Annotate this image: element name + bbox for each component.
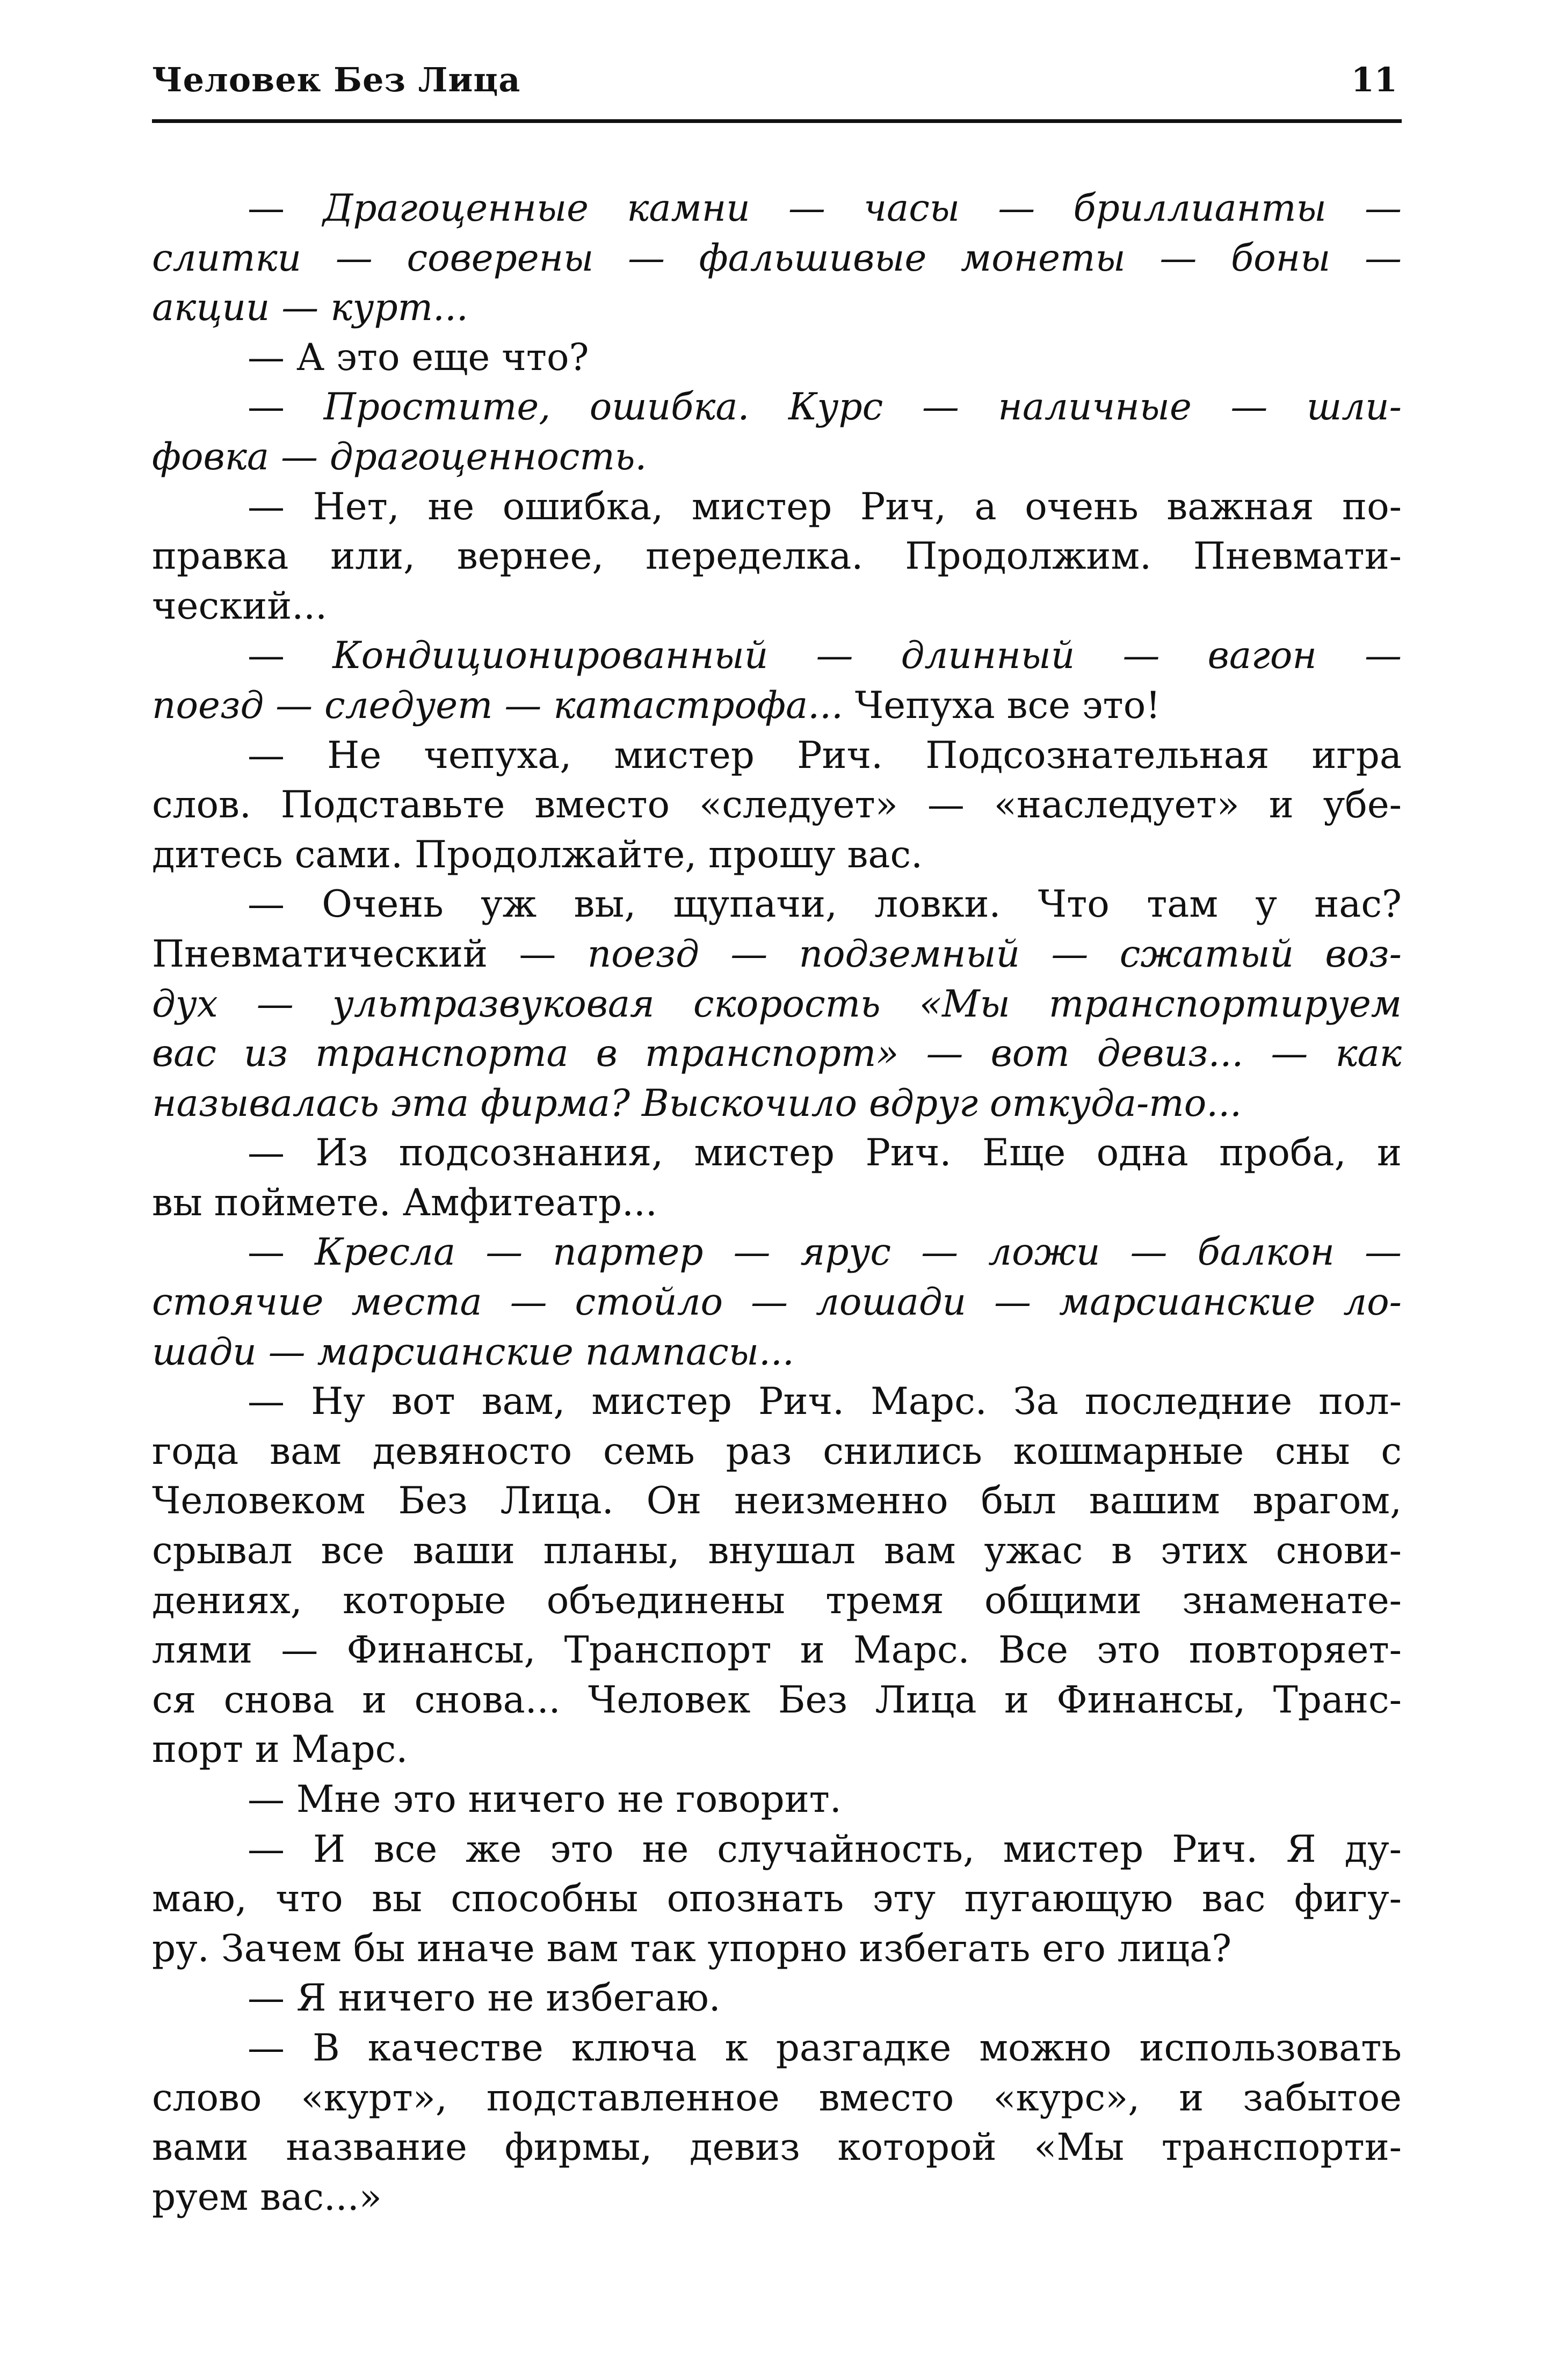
header-rule xyxy=(152,119,1402,123)
text-line xyxy=(152,1278,1402,1327)
italic-text: Драгоценные камни — часы — бриллианты — xyxy=(323,187,1402,230)
text-line xyxy=(152,631,1402,681)
italic-text: называлась эта фирма? Выскочило вдруг откуда-то... xyxy=(152,1082,1242,1125)
text-segment: — А это еще что? xyxy=(248,336,589,379)
italic-text: поезд — подземный — сжатый воз- xyxy=(587,932,1402,976)
text-segment: — xyxy=(248,1231,315,1274)
text-line xyxy=(152,1924,1402,1974)
text-line xyxy=(152,1526,1402,1576)
text-line xyxy=(152,780,1402,830)
text-line xyxy=(152,582,1402,632)
text-segment: вы поймете. Амфитеатр... xyxy=(152,1181,657,1224)
text-segment: дитесь сами. Продолжайте, прошу вас. xyxy=(152,833,923,876)
italic-text: стоячие места — стойло — лошади — марсианские ло- xyxy=(152,1281,1402,1324)
text-line xyxy=(152,731,1402,781)
text-segment: — Из подсознания, мистер Рич. Еще одна проба, и xyxy=(248,1131,1402,1175)
text-segment: — xyxy=(248,386,324,429)
text-line xyxy=(152,1725,1402,1775)
text-line xyxy=(152,681,1402,731)
text-segment: — И все же это не случайность, мистер Рич. Я ду- xyxy=(248,1827,1402,1871)
text-line xyxy=(152,1675,1402,1725)
text-line xyxy=(152,1626,1402,1675)
text-segment: — Очень уж вы, щупачи, ловки. Что там у нас? xyxy=(248,883,1402,926)
text-segment: слово «курт», подставленное вместо «курс», и забытое xyxy=(152,2076,1402,2120)
text-segment: — xyxy=(248,187,323,230)
text-line xyxy=(152,1128,1402,1178)
text-line xyxy=(152,184,1402,234)
italic-text: Кресла — партер — ярус — ложи — балкон — xyxy=(315,1231,1402,1274)
text-line xyxy=(152,382,1402,432)
text-line xyxy=(152,1178,1402,1228)
italic-text: шади — марсианские пампасы... xyxy=(152,1330,794,1374)
text-segment: порт и Марс. xyxy=(152,1728,408,1772)
text-segment: маю, что вы способны опознать эту пугающую вас фигу- xyxy=(152,1877,1402,1921)
text-line xyxy=(152,2123,1402,2173)
italic-text: акции — курт... xyxy=(152,286,468,330)
italic-text: поезд — следует — катастрофа... xyxy=(152,684,843,727)
text-line xyxy=(152,482,1402,532)
italic-text: слитки — соверены — фальшивые монеты — боны — xyxy=(152,236,1402,280)
text-line xyxy=(152,1228,1402,1278)
running-header xyxy=(152,54,1402,113)
text-segment: — Я ничего не избегаю. xyxy=(248,1977,721,2020)
italic-text: Кондиционированный — длинный — вагон — xyxy=(332,634,1402,678)
text-line xyxy=(152,1874,1402,1924)
text-line xyxy=(152,930,1402,979)
italic-text: Простите, ошибка. Курс — наличные — шли- xyxy=(323,386,1402,429)
text-segment: — Не чепуха, мистер Рич. Подсознательная игра xyxy=(248,734,1402,777)
text-line xyxy=(152,1576,1402,1626)
text-line xyxy=(152,234,1402,284)
text-segment: Чепуха все это! xyxy=(843,684,1161,727)
text-segment: ся снова и снова... Человек Без Лица и Финансы, Транс- xyxy=(152,1678,1402,1722)
text-segment: — xyxy=(248,634,333,678)
text-line xyxy=(152,1476,1402,1526)
text-line xyxy=(152,1377,1402,1427)
page-number: 11 xyxy=(1351,60,1397,99)
text-line xyxy=(152,979,1402,1029)
italic-text: дух — ультразвуковая скорость «Мы транспортируем xyxy=(152,982,1402,1026)
text-segment: — Ну вот вам, мистер Рич. Марс. За последние пол- xyxy=(248,1380,1402,1424)
text-line xyxy=(152,2073,1402,2123)
text-line xyxy=(152,333,1402,383)
italic-text: вас из транспорта в транспорт» — вот девиз... — как xyxy=(152,1032,1402,1076)
text-segment: — Нет, не ошибка, мистер Рич, а очень важная по- xyxy=(248,485,1402,528)
text-segment: ческий... xyxy=(152,584,327,628)
text-segment: ру. Зачем бы иначе вам так упорно избегать его лица? xyxy=(152,1927,1232,1970)
text-line xyxy=(152,1327,1402,1377)
text-segment: правка или, вернее, переделка. Продолжим. Пневмати- xyxy=(152,535,1402,578)
text-segment: срывал все ваши планы, внушал вам ужас в этих снови- xyxy=(152,1529,1402,1573)
text-segment: года вам девяносто семь раз снились кошмарные сны с xyxy=(152,1430,1402,1473)
text-segment: лями — Финансы, Транспорт и Марс. Все это повторяет- xyxy=(152,1629,1402,1672)
text-line xyxy=(152,1029,1402,1079)
text-line xyxy=(152,880,1402,930)
text-line xyxy=(152,830,1402,880)
text-line xyxy=(152,1079,1402,1129)
text-line xyxy=(152,1973,1402,2023)
text-line xyxy=(152,532,1402,582)
text-segment: Человеком Без Лица. Он неизменно был вашим врагом, xyxy=(152,1479,1402,1523)
text-line xyxy=(152,1825,1402,1875)
text-segment: Пневматический — xyxy=(152,932,588,976)
text-segment: — Мне это ничего не говорит. xyxy=(248,1778,842,1821)
body-text xyxy=(152,184,1402,2222)
text-line xyxy=(152,2173,1402,2223)
text-line xyxy=(152,1427,1402,1477)
text-segment: дениях, которые объединены тремя общими знаменате- xyxy=(152,1579,1402,1622)
text-segment: вами название фирмы, девиз которой «Мы транспорти- xyxy=(152,2126,1402,2169)
text-segment: — В качестве ключа к разгадке можно использовать xyxy=(248,2026,1402,2070)
text-line xyxy=(152,432,1402,482)
text-line xyxy=(152,1775,1402,1825)
text-segment: слов. Подставьте вместо «следует» — «наследует» и убе- xyxy=(152,783,1402,827)
text-segment: руем вас...» xyxy=(152,2175,382,2219)
running-title: Человек Без Лица xyxy=(152,60,521,99)
text-line xyxy=(152,2023,1402,2073)
italic-text: фовка — драгоценность. xyxy=(152,435,647,478)
text-line xyxy=(152,283,1402,333)
